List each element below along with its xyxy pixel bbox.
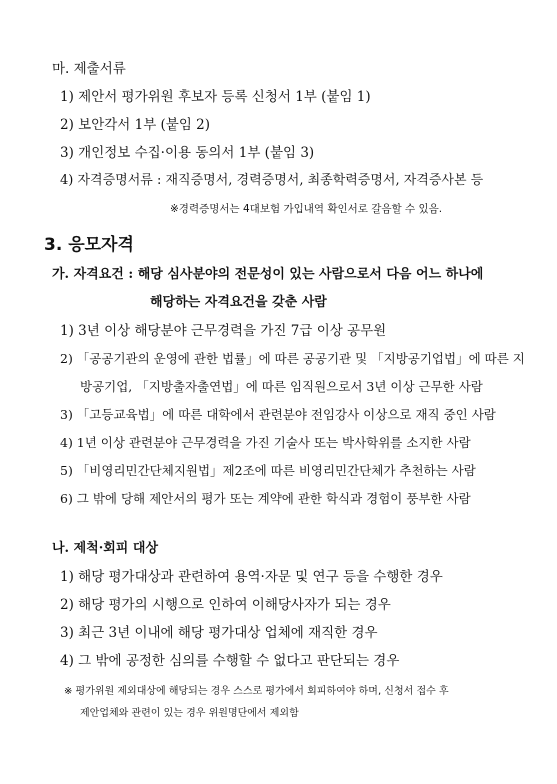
list-item: 3) 최근 3년 이내에 해당 평가대상 업체에 재직한 경우 — [60, 625, 378, 641]
list-item: 5) 「비영리민간단체지원법」제2조에 따른 비영리민간단체가 추천하는 사람 — [60, 463, 476, 478]
list-item: 3) 개인정보 수집·이용 동의서 1부 (붙임 3) — [60, 145, 315, 161]
list-item: 3) 「고등교육법」에 따른 대학에서 관련분야 전임강사 이상으로 재직 중인 사람 — [60, 407, 496, 422]
list-item: 1) 해당 평가대상과 관련하여 용역·자문 및 연구 등을 수행한 경우 — [60, 569, 443, 585]
list-item-cont: 방공기업, 「지방출자출연법」에 따른 임직원으로서 3년 이상 근무한 사람 — [80, 379, 483, 394]
list-item: 4) 자격증명서류 : 재직증명서, 경력증명서, 최종학력증명서, 자격증사본 등 — [60, 173, 484, 188]
note-cont: 제안업체와 관련이 있는 경우 위원명단에서 제외함 — [80, 708, 299, 719]
note: ※경력증명서는 4대보험 가입내역 확인서로 갈음할 수 있음. — [170, 203, 443, 215]
subsection-ga-title-cont: 해당하는 자격요건을 갖춘 사람 — [150, 295, 327, 310]
list-item: 1) 제안서 평가위원 후보자 등록 신청서 1부 (붙임 1) — [60, 89, 371, 105]
subsection-na-title: 나. 제척·회피 대상 — [52, 541, 159, 556]
section-ma-title: 마. 제출서류 — [52, 61, 126, 77]
list-item: 4) 그 밖에 공정한 심의를 수행할 수 없다고 판단되는 경우 — [60, 653, 400, 669]
list-item: 6) 그 밖에 당해 제안서의 평가 또는 계약에 관한 학식과 경험이 풍부한 사람 — [60, 491, 471, 506]
list-item: 2) 보안각서 1부 (붙임 2) — [60, 117, 211, 133]
list-item: 2) 해당 평가의 시행으로 인하여 이해당사자가 되는 경우 — [60, 597, 391, 613]
list-item: 4) 1년 이상 관련분야 근무경력을 가진 기술사 또는 박사학위를 소지한 사람 — [60, 435, 471, 450]
list-item: 1) 3년 이상 해당분야 근무경력을 가진 7급 이상 공무원 — [60, 323, 387, 339]
note: ※ 평가위원 제외대상에 해당되는 경우 스스로 평가에서 회피하여야 하며, 신청서 접수 후 — [64, 686, 449, 697]
subsection-ga-title: 가. 자격요건 : 해당 심사분야의 전문성이 있는 사람으로서 다음 어느 하나에 — [52, 267, 484, 282]
list-item: 2) 「공공기관의 운영에 관한 법률」에 따른 공공기관 및 「지방공기업법」에 따른 지 — [60, 351, 525, 366]
section-heading: 3. 응모자격 — [44, 235, 134, 255]
